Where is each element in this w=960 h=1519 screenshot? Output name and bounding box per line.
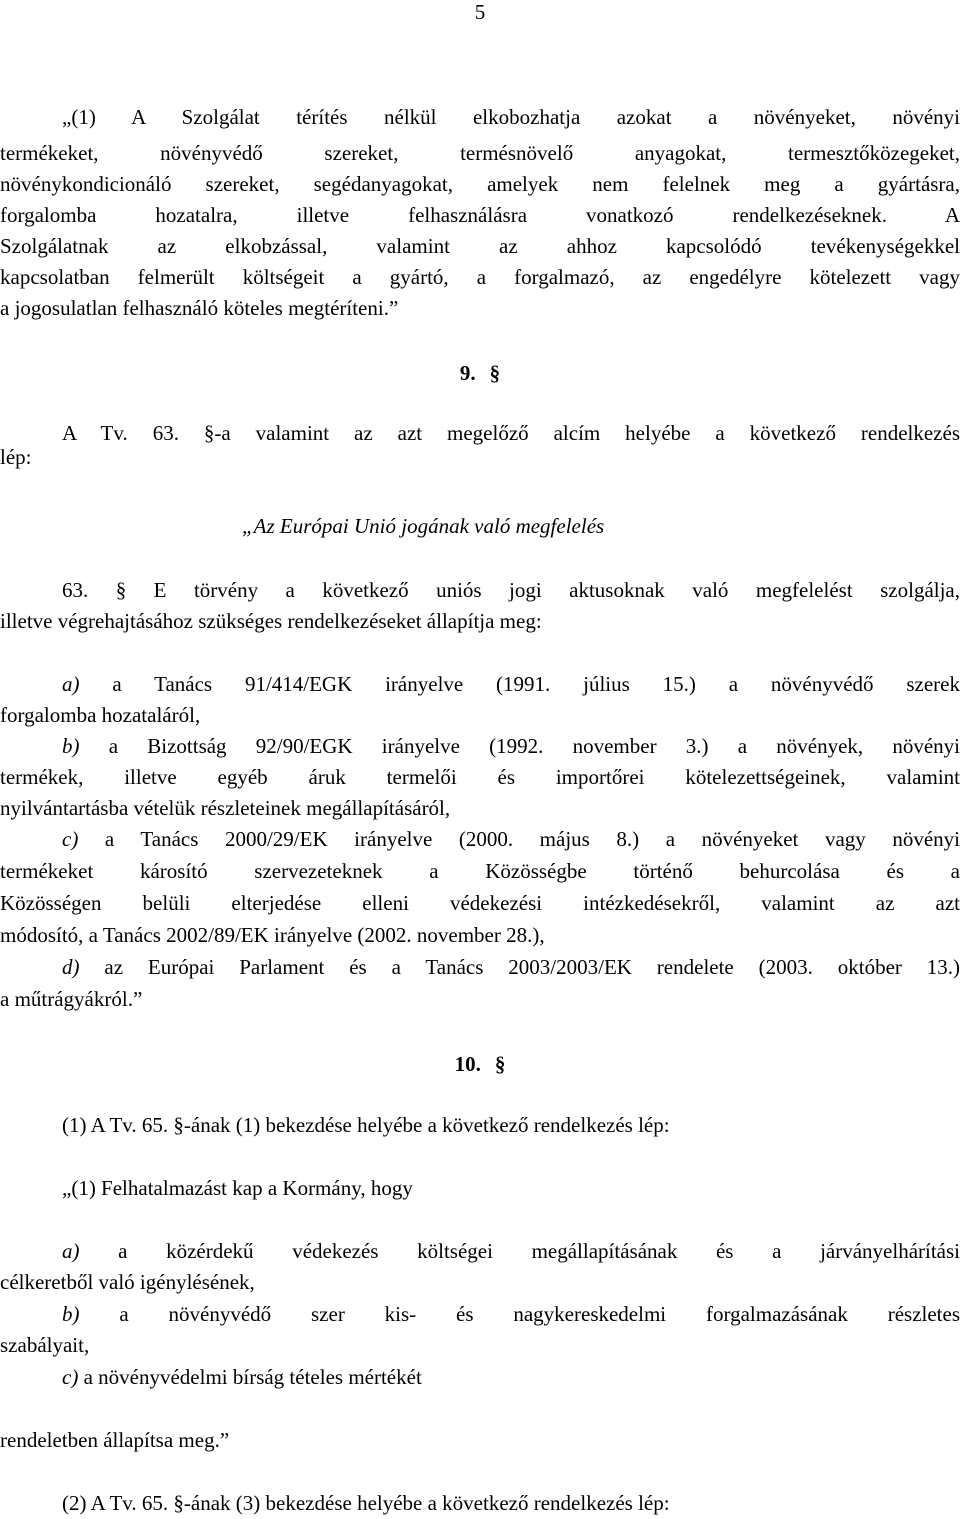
paragraph-line: kapcsolatban felmerült költségeit a gyártó, a forgalmazó, az engedélyre kötelezett vagy (0, 265, 960, 289)
paragraph-line: „(1) Felhatalmazást kap a Kormány, hogy (62, 1176, 413, 1200)
list-item-b: b) a növényvédő szer kis- és nagykereskedelmi forgalmazásának részletes (62, 1302, 960, 1326)
paragraph-line: 63. § E törvény a következő uniós jogi aktusoknak való megfelelést szolgálja, (62, 578, 960, 602)
list-item-a: a) a Tanács 91/414/EGK irányelve (1991. július 15.) a növényvédő szerek (62, 672, 960, 696)
section-number: 9. (459, 361, 476, 385)
paragraph-line: a jogosulatlan felhasználó köteles megtéríteni.” (0, 296, 399, 320)
paragraph-line: Szolgálatnak az elkobzással, valamint az ahhoz kapcsolódó tevékenységekkel (0, 234, 960, 258)
item-letter: a) (62, 1239, 80, 1263)
paragraph-line: termékeket károsító szervezeteknek a Közösségbe történő behurcolása és a (0, 859, 960, 883)
paragraph-line: rendeletben állapítsa meg.” (0, 1428, 230, 1452)
paragraph-line: lép: (0, 445, 32, 469)
paragraph-line: forgalomba hozataláról, (0, 703, 201, 727)
paragraph-line: a műtrágyákról.” (0, 987, 143, 1011)
paragraph-line: A Tv. 63. §-a valamint az azt megelőző alcím helyébe a következő rendelkezés (62, 421, 960, 445)
paragraph-line: (2) A Tv. 65. §-ának (3) bekezdése helyébe a következő rendelkezés lép: (62, 1491, 670, 1515)
paragraph-line: növénykondicionáló szereket, segédanyagokat, amelyek nem felelnek meg a gyártásra, (0, 172, 960, 196)
paragraph-line: módosító, a Tanács 2002/89/EK irányelve (2002. november 28.), (0, 923, 545, 947)
section-number: 10. (454, 1052, 481, 1076)
item-letter: d) (62, 955, 80, 979)
section-sign: § (494, 1052, 506, 1076)
paragraph-line: (1) A Tv. 65. §-ának (1) bekezdése helyébe a következő rendelkezés lép: (62, 1113, 670, 1137)
item-letter: b) (62, 1302, 80, 1326)
list-item-a: a) a közérdekű védekezés költségei megállapításának és a járványelhárítási (62, 1239, 960, 1263)
subtitle: „Az Európai Unió jogának való megfelelés (242, 514, 605, 538)
list-item-b: b) a Bizottság 92/90/EGK irányelve (1992. november 3.) a növények, növényi (62, 734, 960, 758)
list-item-c: c) a Tanács 2000/29/EK irányelve (2000. május 8.) a növényeket vagy növényi (62, 827, 960, 851)
item-letter: c) (62, 1365, 79, 1389)
paragraph-line: szabályait, (0, 1333, 90, 1357)
paragraph-line: forgalomba hozatalra, illetve felhasználásra vonatkozó rendelkezéseknek. A (0, 203, 960, 227)
paragraph-line: Közösségen belüli elterjedése elleni védekezési intézkedésekről, valamint az azt (0, 891, 960, 915)
list-item-d: d) az Európai Parlament és a Tanács 2003/2003/EK rendelete (2003. október 13.) (62, 955, 960, 979)
page-number: 5 (474, 0, 486, 24)
section-heading-10 (0, 1052, 960, 1077)
paragraph-line: termékek, illetve egyéb áruk termelői és importőrei kötelezettségeinek, valamint (0, 765, 960, 789)
paragraph-line: termékeket, növényvédő szereket, termésnövelő anyagokat, termesztőközegeket, (0, 141, 960, 165)
paragraph-line: célkeretből való igénylésének, (0, 1270, 255, 1294)
section-heading-9 (0, 361, 960, 386)
item-letter: b) (62, 734, 80, 758)
item-letter: c) (62, 827, 79, 851)
section-sign: § (489, 361, 501, 385)
paragraph-line: „(1) A Szolgálat térítés nélkül elkobozhatja azokat a növényeket, növényi (62, 105, 960, 129)
list-item-c: c) a növényvédelmi bírság tételes mértékét (62, 1365, 422, 1389)
item-letter: a) (62, 672, 80, 696)
paragraph-line: illetve végrehajtásához szükséges rendelkezéseket állapítja meg: (0, 609, 542, 633)
paragraph-line: nyilvántartásba vételük részleteinek megállapításáról, (0, 796, 451, 820)
